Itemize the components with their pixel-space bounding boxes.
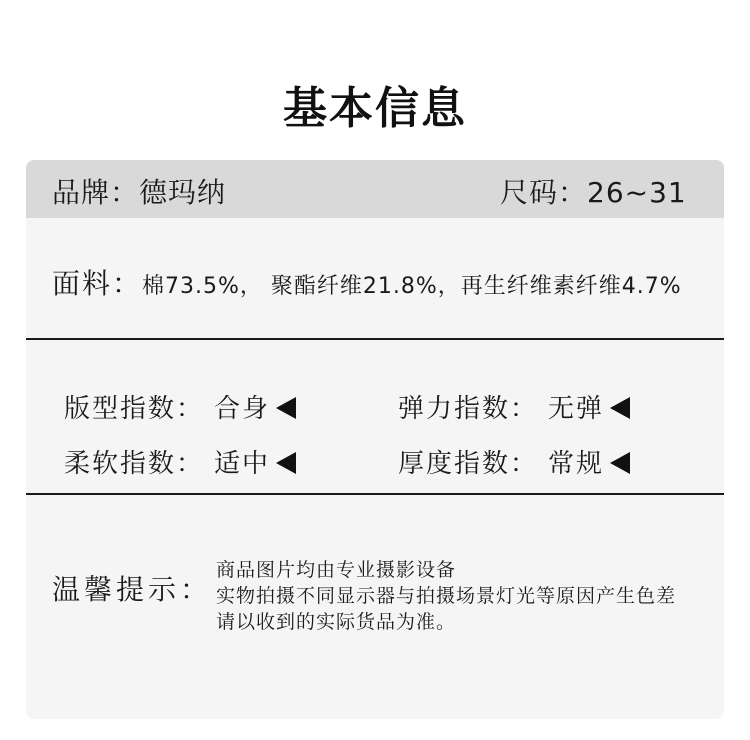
tips-label: 温馨提示： (52, 573, 213, 606)
softness-index-label: 柔软指数： (64, 449, 205, 479)
elasticity-index-value: 无弹 (548, 394, 605, 424)
fit-index-label: 版型指数： (64, 394, 205, 424)
softness-index-value: 适中 (214, 449, 271, 479)
tips-text (216, 557, 676, 635)
divider (26, 338, 724, 340)
triangle-left-icon (610, 397, 630, 419)
fabric-value: 棉73.5%， 聚酯纤维21.8%，再生纤维素纤维4.7% (142, 274, 682, 299)
thickness-index-label: 厚度指数： (398, 449, 539, 479)
size-value: 26~31 (587, 176, 687, 209)
brand-label: 品牌： (52, 176, 140, 209)
tips-line: 实物拍摄不同显示器与拍摄场景灯光等原因产生色差 (216, 585, 677, 607)
brand-value: 德玛纳 (139, 176, 227, 209)
fit-index-value: 合身 (214, 394, 271, 424)
fabric-info (52, 262, 682, 302)
brand-info (52, 171, 226, 211)
elasticity-index (398, 388, 630, 425)
page-title: 基本信息 (283, 83, 467, 134)
size-info (500, 171, 687, 211)
tips-line: 请以收到的实际货品为准。 (216, 611, 457, 633)
info-card (26, 160, 724, 719)
fabric-label: 面料： (52, 267, 143, 300)
thickness-index (398, 443, 630, 480)
fit-index (64, 388, 296, 425)
size-label: 尺码： (500, 176, 588, 209)
divider (26, 493, 724, 495)
triangle-left-icon (610, 452, 630, 474)
softness-index (64, 443, 296, 480)
thickness-index-value: 常规 (548, 449, 605, 479)
brand-bar (26, 160, 724, 218)
tips-line: 商品图片均由专业摄影设备 (216, 559, 457, 581)
triangle-left-icon (276, 452, 296, 474)
triangle-left-icon (276, 397, 296, 419)
elasticity-index-label: 弹力指数： (398, 394, 539, 424)
